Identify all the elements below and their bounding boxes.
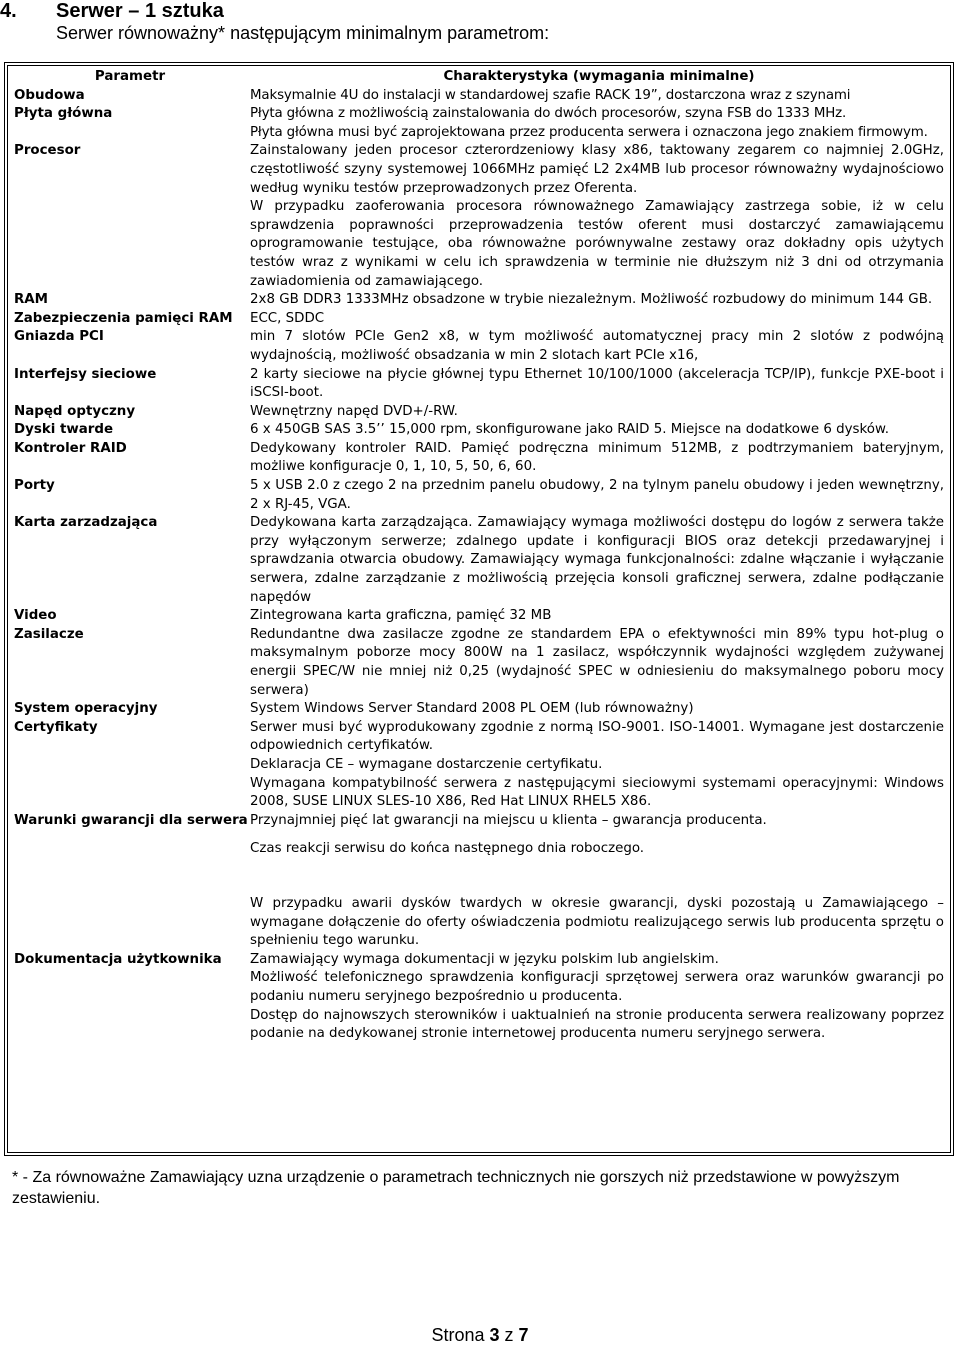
param-value: Zainstalowany jeden procesor czterordzeniowy klasy x86, taktowany zegarem co najmniej 2.0GHz, częstotliwość szyny systemowej 1066MHz pamięć L2 2x4MB lub procesor równoważny wydajnościowo według wyniku testów przeprowadzonych przez Oferenta. W przypadku zaoferowania procesora równoważnego Zamawiający zastrzega sobie, iż w celu sprawdzenia poprawności przeprowadzenia testów oferent musi dostarczyć zamawiającemu oprogramowanie testujące, oba równoważne porównywalne zestawy oraz dokładny opis użytych testów wraz z wynikami w celu ich sprawdzenia w terminie nie dłuższym niż 3 dni od otrzymania zawiadomienia od zamawiającego. [250, 143, 944, 289]
table-row [10, 607, 948, 626]
table-row [10, 328, 948, 365]
param-value: System Windows Server Standard 2008 PL OEM (lub równoważny) [250, 701, 694, 717]
param-name: RAM [14, 292, 48, 308]
header-characteristics: Charakterystyka (wymagania minimalne) [443, 69, 755, 84]
section-number: 4. [0, 0, 17, 22]
table-row [10, 514, 948, 607]
table-row [10, 440, 948, 477]
param-value: Redundantne dwa zasilacze zgodne ze standardem EPA o efektywności min 89% typu hot-plug o maksymalnym poborze mocy 800W na 1 zasilacz, współczynnik wydajności względem zużywanej energii SPEC/W nie mniej niż 0,25 (wydajność SPEC w odniesieniu do maksymalnego poboru mocy serwera) [250, 626, 944, 698]
table-row [10, 105, 948, 142]
footnote: * - Za równoważne Zamawiający uzna urządzenie o parametrach technicznych nie gorszych niż przedstawione w powyższym zestawieniu. [12, 1169, 900, 1207]
param-name: Karta zarzadzająca [14, 515, 158, 531]
table-row [10, 421, 948, 440]
param-name: System operacyjny [14, 701, 158, 717]
table-row [10, 310, 948, 329]
param-name: Zasilacze [14, 626, 84, 642]
param-name: Procesor [14, 143, 81, 159]
table-row [10, 142, 948, 291]
page-number: Strona 3 z 7 [431, 1325, 529, 1345]
param-name: Kontroler RAID [14, 440, 127, 456]
param-value: min 7 slotów PCIe Gen2 x8, w tym możliwość automatycznej pracy min 2 slotów z podwójną wydajnością, możliwość obsadzania w min 2 slotach kart PCIe x16, [250, 329, 944, 363]
param-value: Płyta główna z możliwością zainstalowania do dwóch procesorów, szyna FSB do 1333 MHz. Płyta główna musi być zaprojektowana przez producenta serwera i oznaczona jego znakiem firmowym. [250, 106, 928, 140]
table-row [10, 951, 948, 1044]
table-row [10, 291, 948, 310]
param-name: Dokumentacja użytkownika [14, 951, 222, 967]
table-row [10, 477, 948, 514]
param-value: Dedykowany kontroler RAID. Pamięć podręczna minimum 512MB, z podtrzymaniem bateryjnym, możliwe konfiguracje 0, 1, 10, 5, 50, 6, 60. [250, 440, 944, 475]
param-value: Wewnętrzny napęd DVD+/-RW. [250, 403, 458, 419]
param-name: Zabezpieczenia pamięci RAM [14, 310, 233, 326]
section-heading [0, 0, 224, 22]
table-row [10, 700, 948, 719]
param-value: 2x8 GB DDR3 1333MHz obsadzone w trybie niezależnym. Możliwość rozbudowy do minimum 144 GB. [250, 292, 933, 308]
param-value: 6 x 450GB SAS 3.5’’ 15,000 rpm, skonfigurowane jako RAID 5. Miejsce na dodatkowe 6 dysków. [250, 422, 889, 438]
table-header-row [10, 68, 948, 87]
param-name: Porty [14, 478, 55, 494]
param-name: Warunki gwarancji dla serwera [14, 812, 248, 828]
param-name: Napęd optyczny [14, 403, 136, 419]
table-row [10, 812, 948, 951]
param-value: Przynajmniej pięć lat gwarancji na miejscu u klienta – gwarancja producenta. Czas reakcji serwisu do końca następnego dnia roboczego. W przypadku awarii dysków twardych w okresie gwarancji, dyski pozostają u Zamawiającego – wymagane dołączenie do oferty oświadczenia podmiotu realizującego serwis lub producenta sprzętu o spełnieniu tego warunku. [250, 812, 944, 949]
table-row [10, 403, 948, 422]
section-subtitle: Serwer równoważny* następującym minimalnym parametrom: [56, 23, 550, 43]
param-name: Obudowa [14, 87, 85, 103]
param-value: Serwer musi być wyprodukowany zgodnie z normą ISO-9001. ISO-14001. Wymagane jest dostarczenie odpowiednich certyfikatów. Deklaracja CE – wymagane dostarczenie certyfikatu. Wymagana kompatybilność serwera z następującymi sieciowymi systemami operacyjnymi: Windows 2008, SUSE LINUX SLES-10 X86, Red Hat LINUX RHEL5 X86. [250, 719, 944, 810]
param-name: Certyfikaty [14, 719, 98, 735]
table-row [10, 87, 948, 106]
table-row [10, 626, 948, 700]
table-row [10, 366, 948, 403]
param-name: Gniazda PCI [14, 329, 104, 345]
spec-table [10, 68, 948, 1044]
param-value: Zamawiający wymaga dokumentacji w języku polskim lub angielskim. Możliwość telefonicznego sprawdzenia konfiguracji sprzętowej serwera oraz warunków gwarancji po podaniu numeru seryjnego bezpośrednio u producenta. Dostęp do najnowszych sterowników i uaktualnień na stronie producenta serwera realizowany poprzez podanie na dedykowanej stronie internetowej producenta numeru seryjnego serwera. [250, 951, 944, 1042]
param-value: Zintegrowana karta graficzna, pamięć 32 MB [250, 608, 552, 624]
section-title: Serwer – 1 sztuka [56, 0, 224, 22]
param-name: Dyski twarde [14, 422, 114, 438]
param-value: 5 x USB 2.0 z czego 2 na przednim panelu obudowy, 2 na tylnym panelu obudowy i jeden wewnętrzny, 2 x RJ-45, VGA. [250, 478, 944, 512]
param-name: Płyta główna [14, 106, 113, 122]
param-value: Maksymalnie 4U do instalacji w standardowej szafie RACK 19”, dostarczona wraz z szynami [250, 87, 851, 103]
param-value: ECC, SDDC [250, 310, 325, 326]
param-name: Interfejsy sieciowe [14, 366, 157, 382]
header-param: Parametr [94, 69, 166, 84]
param-value: 2 karty sieciowe na płycie głównej typu Ethernet 10/100/1000 (akceleracja TCP/IP), funkcje PXE-boot i iSCSI-boot. [250, 366, 944, 401]
table-row [10, 719, 948, 812]
param-name: Video [14, 608, 57, 624]
param-value: Dedykowana karta zarządzająca. Zamawiający wymaga możliwości dostępu do logów z serwera także przy wyłączonym serwerze; zdalnego update i konfiguracji BIOS oraz detekcji przedawaryjnej i sprawdzania otwarcia obudowy. Zamawiający wymaga funkcjonalności: zdalne włączanie i wyłączanie serwera, zdalne zarządzanie z możliwością przejęcia konsoli graficznej serwera, zdalne podłączanie napędów [250, 515, 944, 605]
